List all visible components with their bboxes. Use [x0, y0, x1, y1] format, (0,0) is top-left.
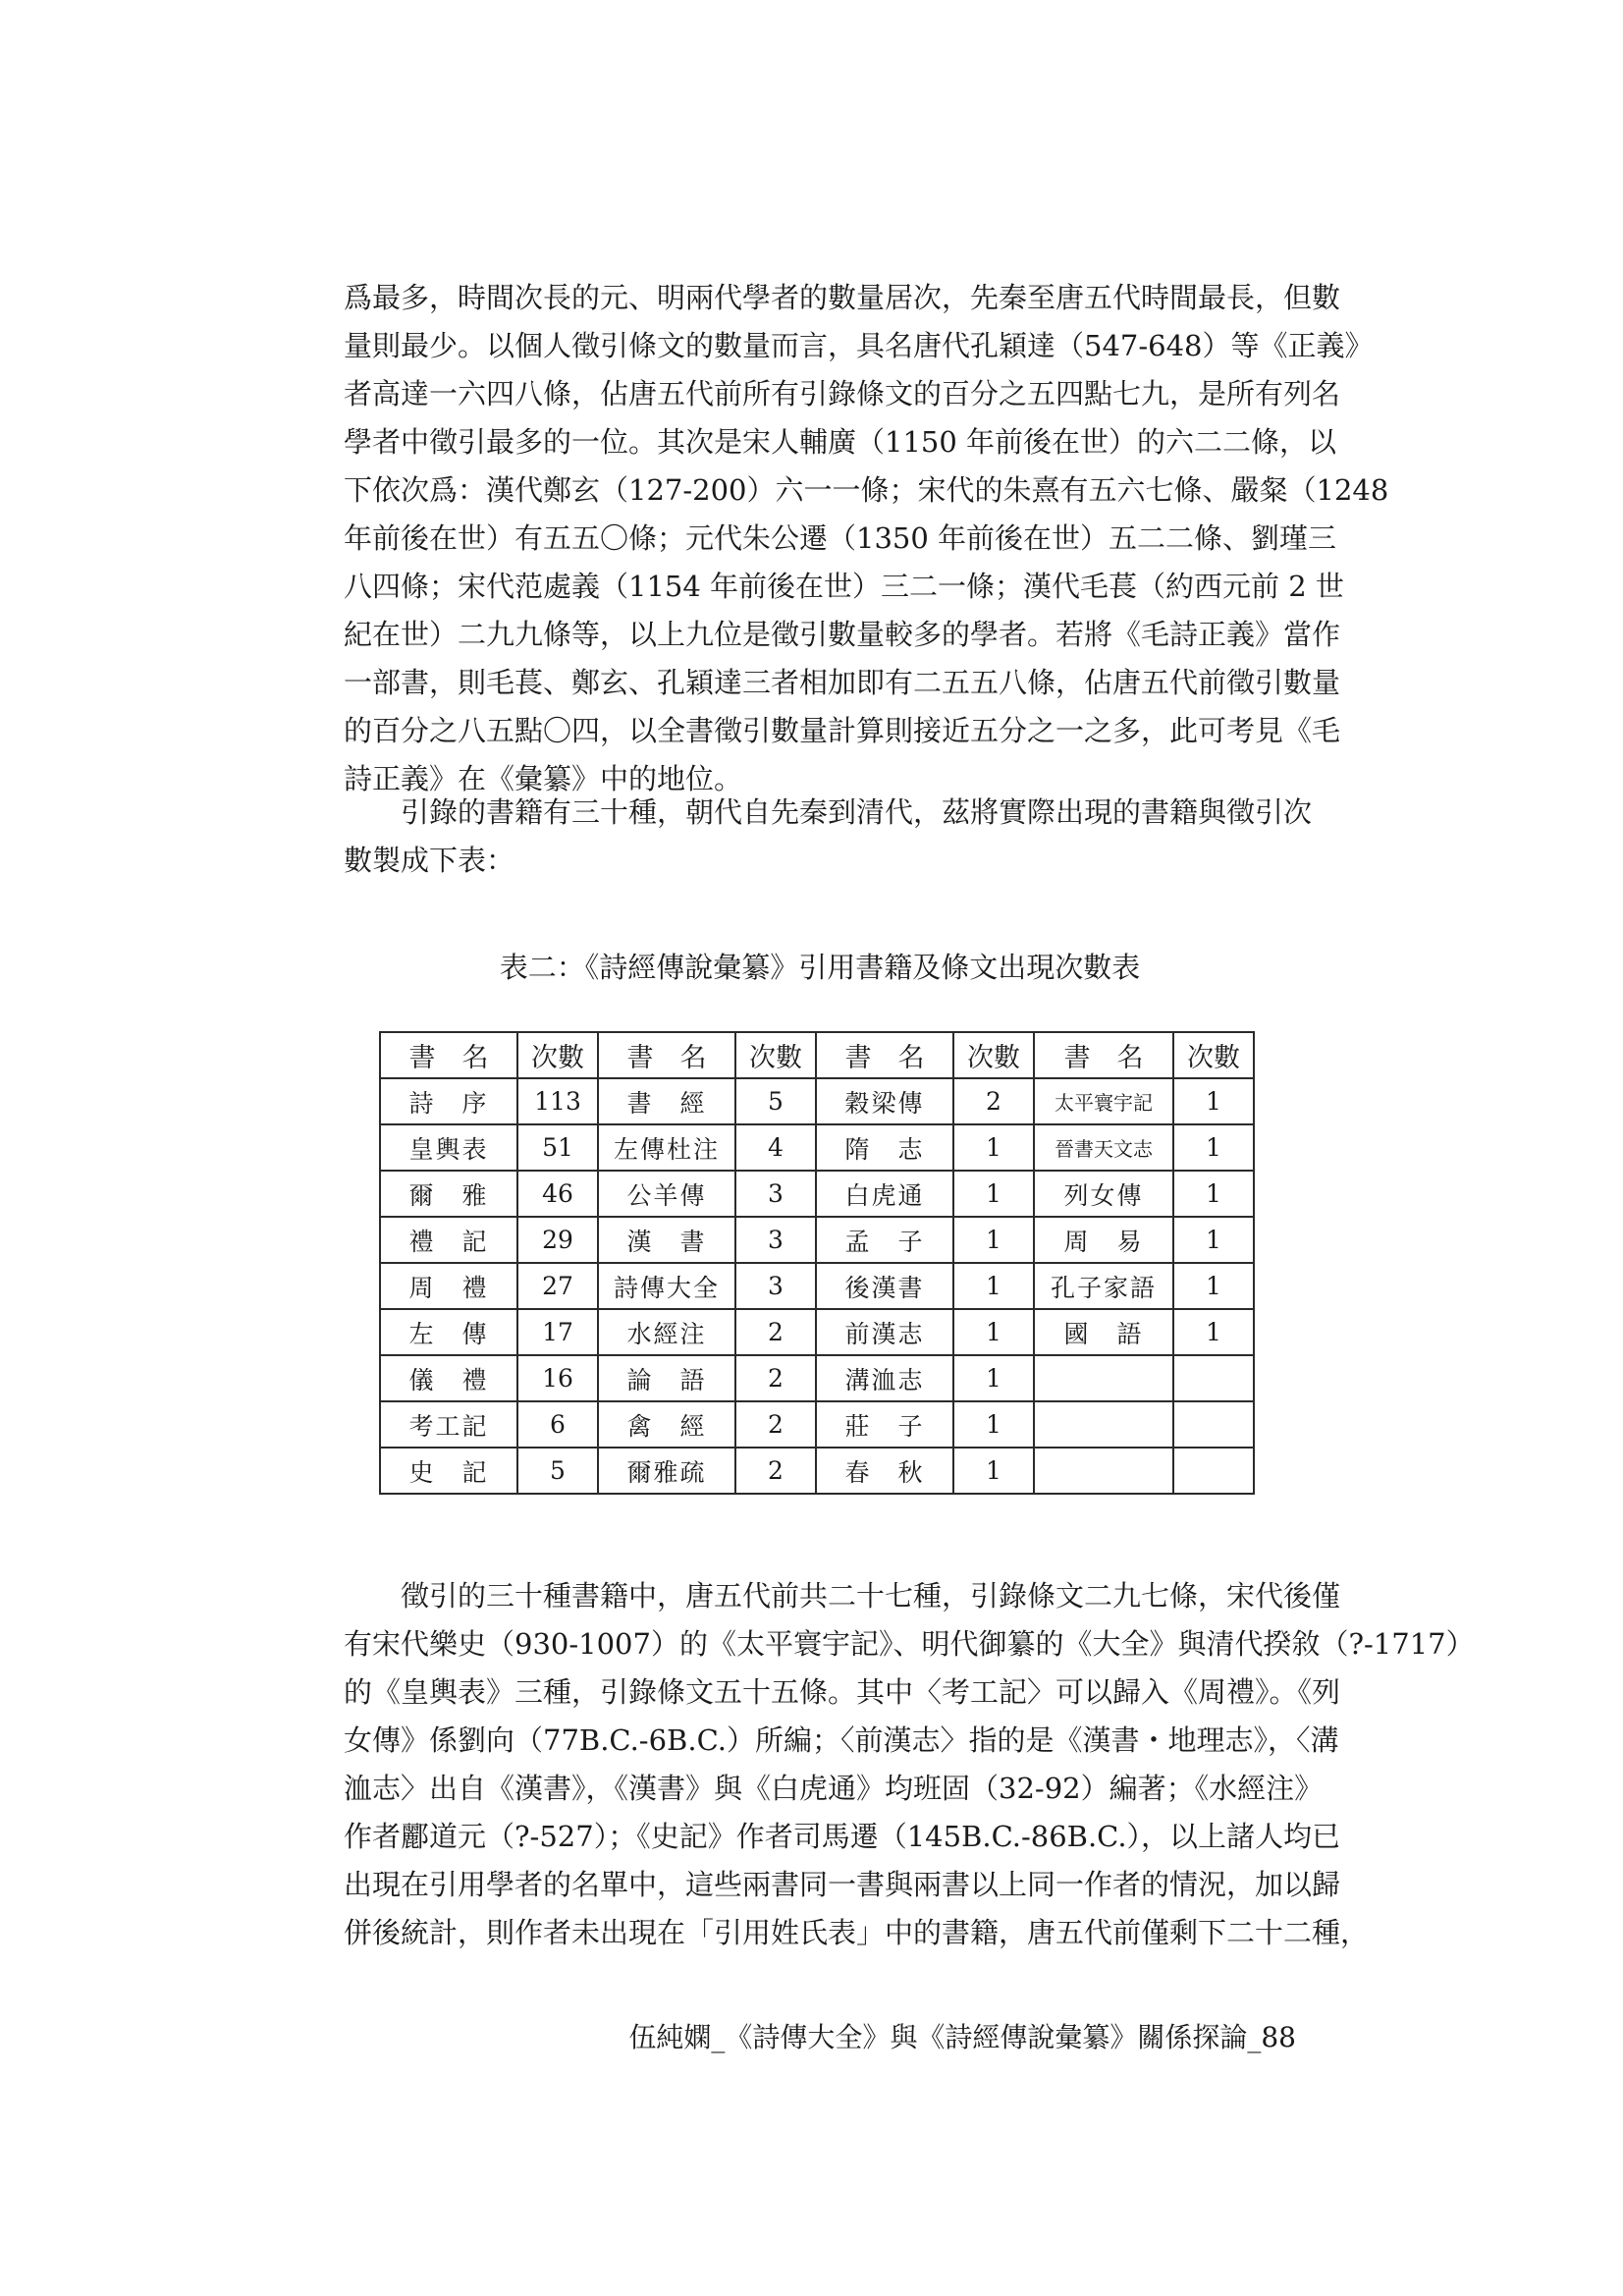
book-name-cell: 太平寰宇記 [1034, 1078, 1173, 1124]
text-line: 的《皇輿表》三種，引錄條文五十五條。其中〈考工記〉可以歸入《周禮》。《列 [344, 1675, 1341, 1709]
header-count: 次數 [1173, 1032, 1254, 1078]
count-cell: 1 [1173, 1263, 1254, 1309]
text-line: 引錄的書籍有三十種，朝代自先秦到清代，茲將實際出現的書籍與徵引次 [344, 795, 1313, 829]
count-cell: 5 [735, 1078, 816, 1124]
header-count: 次數 [953, 1032, 1034, 1078]
count-cell: 51 [517, 1124, 598, 1171]
book-name-cell: 溝洫志 [816, 1355, 953, 1401]
book-name-cell: 後漢書 [816, 1263, 953, 1309]
table-row [380, 1309, 1254, 1355]
text-line: 爲最多，時間次長的元、明兩代學者的數量居次，先秦至唐五代時間最長，但數 [344, 281, 1341, 314]
book-name-cell: 儀 禮 [380, 1355, 517, 1401]
count-cell: 1 [953, 1401, 1034, 1448]
count-cell: 1 [953, 1171, 1034, 1217]
book-name-cell: 皇輿表 [380, 1124, 517, 1171]
text-line: 併後統計，則作者未出現在「引用姓氏表」中的書籍，唐五代前僅剩下二十二種， [344, 1916, 1370, 1949]
header-book-name: 書 名 [598, 1032, 735, 1078]
book-name-cell [1034, 1401, 1173, 1448]
count-cell: 46 [517, 1171, 598, 1217]
book-name-cell: 書 經 [598, 1078, 735, 1124]
count-cell: 1 [953, 1217, 1034, 1263]
table-row [380, 1355, 1254, 1401]
count-cell: 1 [1173, 1217, 1254, 1263]
paragraph-2 [344, 789, 1313, 885]
count-cell: 3 [735, 1217, 816, 1263]
count-cell: 1 [1173, 1124, 1254, 1171]
count-cell: 1 [953, 1263, 1034, 1309]
count-cell: 17 [517, 1309, 598, 1355]
text-line: 作者酈道元（?-527）；《史記》作者司馬遷（145B.C.-86B.C.），以上諸人均已 [344, 1820, 1341, 1853]
count-cell: 2 [953, 1078, 1034, 1124]
text-line: 詩正義》在《彙纂》中的地位。 [344, 762, 743, 795]
count-cell: 3 [735, 1263, 816, 1309]
book-name-cell: 莊 子 [816, 1401, 953, 1448]
book-name-cell: 晉書天文志 [1034, 1124, 1173, 1171]
text-line: 洫志〉出自《漢書》，《漢書》與《白虎通》均班固（32-92）編著；《水經注》 [344, 1772, 1324, 1805]
book-name-cell: 左傳杜注 [598, 1124, 735, 1171]
book-name-cell: 爾雅疏 [598, 1448, 735, 1494]
count-cell: 2 [735, 1355, 816, 1401]
count-cell: 1 [1173, 1078, 1254, 1124]
text-line: 一部書，則毛萇、鄭玄、孔穎達三者相加即有二五五八條，佔唐五代前徵引數量 [344, 666, 1341, 699]
paragraph-3 [344, 1572, 1475, 1957]
count-cell: 6 [517, 1401, 598, 1448]
count-cell [1173, 1448, 1254, 1494]
text-line: 紀在世）二九九條等，以上九位是徵引數量較多的學者。若將《毛詩正義》當作 [344, 618, 1341, 651]
text-line: 量則最少。以個人徵引條文的數量而言，具名唐代孔穎達（547-648）等《正義》 [344, 329, 1374, 362]
book-name-cell [1034, 1448, 1173, 1494]
count-cell: 2 [735, 1401, 816, 1448]
text-line: 數製成下表： [344, 844, 515, 877]
count-cell: 1 [953, 1448, 1034, 1494]
book-name-cell: 隋 志 [816, 1124, 953, 1171]
book-name-cell: 水經注 [598, 1309, 735, 1355]
header-book-name: 書 名 [380, 1032, 517, 1078]
book-name-cell: 白虎通 [816, 1171, 953, 1217]
header-count: 次數 [517, 1032, 598, 1078]
text-line: 有宋代樂史（930-1007）的《太平寰宇記》、明代御纂的《大全》與清代揆敘（?-1717） [344, 1627, 1475, 1661]
text-line: 八四條；宋代范處義（1154 年前後在世）三二一條；漢代毛萇（約西元前 2 世 [344, 570, 1344, 603]
table-row [380, 1217, 1254, 1263]
book-name-cell: 公羊傳 [598, 1171, 735, 1217]
header-book-name: 書 名 [816, 1032, 953, 1078]
book-name-cell: 周 易 [1034, 1217, 1173, 1263]
header-book-name: 書 名 [1034, 1032, 1173, 1078]
book-name-cell: 孔子家語 [1034, 1263, 1173, 1309]
paragraph-1 [344, 274, 1389, 803]
book-name-cell: 左 傳 [380, 1309, 517, 1355]
table-row [380, 1124, 1254, 1171]
book-name-cell: 史 記 [380, 1448, 517, 1494]
book-name-cell: 考工記 [380, 1401, 517, 1448]
count-cell: 1 [953, 1355, 1034, 1401]
table-row [380, 1448, 1254, 1494]
text-line: 的百分之八五點〇四，以全書徵引數量計算則接近五分之一之多，此可考見《毛 [344, 714, 1341, 747]
text-line: 女傳》係劉向（77B.C.-6B.C.）所編；〈前漢志〉指的是《漢書・地理志》，〈溝 [344, 1723, 1339, 1757]
book-name-cell: 禽 經 [598, 1401, 735, 1448]
text-line: 者高達一六四八條，佔唐五代前所有引錄條文的百分之五四點七九，是所有列名 [344, 377, 1341, 410]
table-header-row [380, 1032, 1254, 1078]
book-name-cell: 春 秋 [816, 1448, 953, 1494]
book-name-cell: 禮 記 [380, 1217, 517, 1263]
count-cell: 3 [735, 1171, 816, 1217]
count-cell: 1 [1173, 1309, 1254, 1355]
book-name-cell: 爾 雅 [380, 1171, 517, 1217]
book-name-cell: 論 語 [598, 1355, 735, 1401]
table-row [380, 1401, 1254, 1448]
text-line: 出現在引用學者的名單中，這些兩書同一書與兩書以上同一作者的情況，加以歸 [344, 1868, 1341, 1901]
count-cell: 2 [735, 1309, 816, 1355]
book-name-cell: 國 語 [1034, 1309, 1173, 1355]
book-name-cell: 漢 書 [598, 1217, 735, 1263]
count-cell: 2 [735, 1448, 816, 1494]
table-row [380, 1263, 1254, 1309]
count-cell: 1 [1173, 1171, 1254, 1217]
count-cell: 29 [517, 1217, 598, 1263]
table-caption: 表二：《詩經傳說彙纂》引用書籍及條文出現次數表 [499, 951, 1141, 984]
count-cell: 4 [735, 1124, 816, 1171]
header-count: 次數 [735, 1032, 816, 1078]
count-cell: 1 [953, 1124, 1034, 1171]
book-name-cell: 詩 序 [380, 1078, 517, 1124]
table-row [380, 1078, 1254, 1124]
book-name-cell: 列女傳 [1034, 1171, 1173, 1217]
book-name-cell: 穀梁傳 [816, 1078, 953, 1124]
text-line: 年前後在世）有五五〇條；元代朱公遷（1350 年前後在世）五二二條、劉瑾三 [344, 521, 1337, 555]
book-name-cell: 周 禮 [380, 1263, 517, 1309]
text-line: 學者中徵引最多的一位。其次是宋人輔廣（1150 年前後在世）的六二二條，以 [344, 425, 1337, 459]
book-name-cell: 孟 子 [816, 1217, 953, 1263]
table-row [380, 1171, 1254, 1217]
book-name-cell: 詩傳大全 [598, 1263, 735, 1309]
count-cell [1173, 1401, 1254, 1448]
count-cell: 16 [517, 1355, 598, 1401]
count-cell: 5 [517, 1448, 598, 1494]
page-footer: 伍純嫻_《詩傳大全》與《詩經傳說彙纂》關係探論_88 [628, 2021, 1296, 2053]
book-name-cell [1034, 1355, 1173, 1401]
text-line: 下依次爲：漢代鄭玄（127-200）六一一條；宋代的朱熹有五六七條、嚴粲（1248 [344, 473, 1389, 507]
book-name-cell: 前漢志 [816, 1309, 953, 1355]
citation-count-table [379, 1031, 1255, 1495]
text-line: 徵引的三十種書籍中，唐五代前共二十七種，引錄條文二九七條，宋代後僅 [344, 1579, 1341, 1613]
count-cell [1173, 1355, 1254, 1401]
count-cell: 1 [953, 1309, 1034, 1355]
count-cell: 27 [517, 1263, 598, 1309]
count-cell: 113 [517, 1078, 598, 1124]
